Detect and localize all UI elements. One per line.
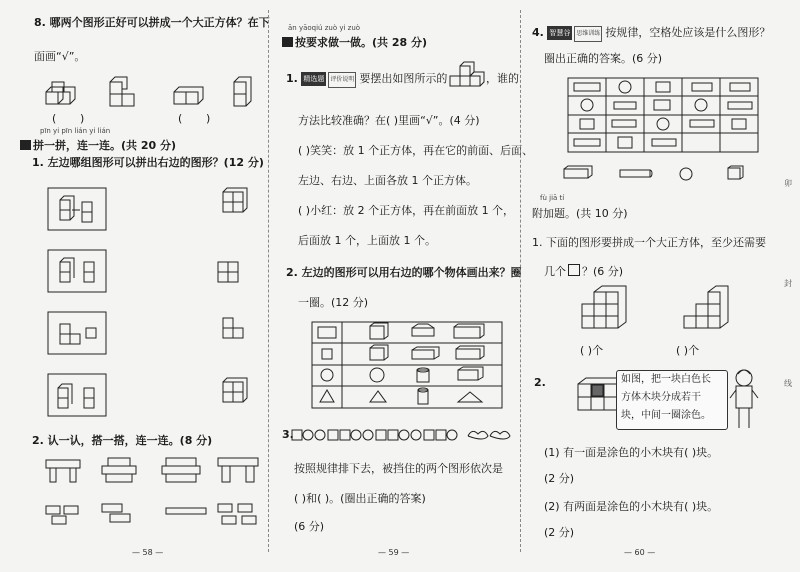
child-figure-icon [730,368,760,432]
q8-paren-2: ) [80,112,85,125]
binding-mark-3: 线 [784,379,792,388]
section-title-text: 拼一拼，连一连。(共 20 分) [33,139,177,152]
page-left [0,0,268,572]
m-q3-line3: (6 分) [294,520,325,533]
q3-pattern-shapes [292,428,512,444]
section-icon [20,140,31,150]
q1-line1-text: 要摆出如图所示的 [359,72,448,85]
small-cube-icon [568,264,580,276]
binding-mark-1: 卯 [784,179,792,188]
q1-line1b: ，谁的 [486,72,519,85]
b2-num: 2. [534,376,546,389]
b1-line2-text: 几个 [544,265,566,278]
q4-pattern-grid [568,78,758,152]
page-number-right: — 60 — [624,548,656,557]
q8-paren-3: ( [178,112,183,125]
q4-answer-options[interactable] [564,166,754,182]
mid-section-title-text: 按要求做一做。(共 28 分) [295,36,428,49]
page-number-left: — 58 — [132,548,164,557]
q2-text: 2. 认一认，搭一搭，连一连。(8 分) [32,434,213,447]
q1-line4: 左边、右边、上面各放 1 个正方体。 [298,174,477,187]
m-q1-line1: 1. 精选题 评价说明 要摆出如图所示的 [286,72,447,88]
bonus-title: 附加题。(共 10 分) [532,207,628,220]
section-title [20,137,176,153]
m-q2-line2: 一圈。(12 分) [298,296,369,309]
q8-text: 8. 哪两个图形正好可以拼成一个大正方体？在下 [34,16,270,29]
b1-line1: 1. 下面的图形要拼成一个大正方体，至少还需要 [532,236,766,249]
q4-tag: 智慧谷 [547,26,572,40]
b2-line3: (2) 有两面是涂色的小木块有( )块。 [544,500,719,513]
section-pinyin: pīn yi pīn lián yi lián [40,127,111,135]
q8-text2: 面画“√”。 [34,50,86,63]
q1-line6: 后面放 1 个，上面放 1 个。 [298,234,436,247]
mid-section-pinyin: ān yāoqiú zuò yi zuò [288,24,361,32]
b1-cube-figures [582,292,752,340]
b1-line2b-text: ？(6 分) [582,265,624,278]
q1-figures [48,188,268,418]
b2-line2: (2 分) [544,472,575,485]
r-q4-line1 [532,26,770,42]
m-q3-num: 3. [282,428,294,441]
q2-shape-table [312,322,502,408]
bonus-pinyin: fù jiā tí [540,194,565,202]
m-q3-line1: 按照规律排下去，被挡住的两个图形依次是 [294,462,503,475]
bubble-line-1: 如图，把一块白色长 [621,374,711,385]
q2-figures [46,456,266,536]
r-q4-line2: 圈出正确的答案。(6 分) [544,52,663,65]
q8-paren-4: ) [206,112,211,125]
q8-paren-1: ( [52,112,57,125]
page-middle [268,0,534,572]
b1-answer-2[interactable]: ( )个 [676,344,700,357]
binding-mark-2: 封 [784,279,792,288]
page-number-middle: — 59 — [378,548,410,557]
q1-tag2: 评价说明 [328,72,356,88]
q1-tag: 精选题 [301,72,326,86]
b2-line4: (2 分) [544,526,575,539]
page-right [520,0,800,572]
q1-cube-figure [450,64,486,90]
mid-section-title [282,34,427,50]
q4-tag2: 思维训练 [574,26,602,42]
bubble-line-3: 块，中间一圈涂色。 [621,410,711,421]
q1-line3: ( )笑笑：放 1 个正方体，再在它的前面、后面、 [298,144,534,157]
q4-line1-text: 按规律，空格处应该是什么图形？ [605,26,771,39]
q1-line5: ( )小红：放 2 个正方体，再在前面放 1 个， [298,204,515,217]
m-q2-line1: 2. 左边的图形可以用右边的哪个物体画出来？圈 [286,266,522,279]
q8-cube-figures [46,82,256,112]
q4-num: 4. [532,26,544,39]
bubble-line-2: 方体木块分成若干 [621,392,701,403]
b1-answer-1[interactable]: ( )个 [580,344,604,357]
q1-text: 1. 左边哪组图形可以拼出右边的图形？(12 分) [32,156,264,169]
b2-line1: (1) 有一面是涂色的小木块有( )块。 [544,446,719,459]
b2-speech-bubble [616,370,728,430]
b1-line2 [544,264,623,279]
q1-line2: 方法比较准确？在( )里画“√”。(4 分) [298,114,480,127]
m-q3-line2: ( )和( )。(圈出正确的答案) [294,492,426,505]
section-icon [282,37,293,47]
